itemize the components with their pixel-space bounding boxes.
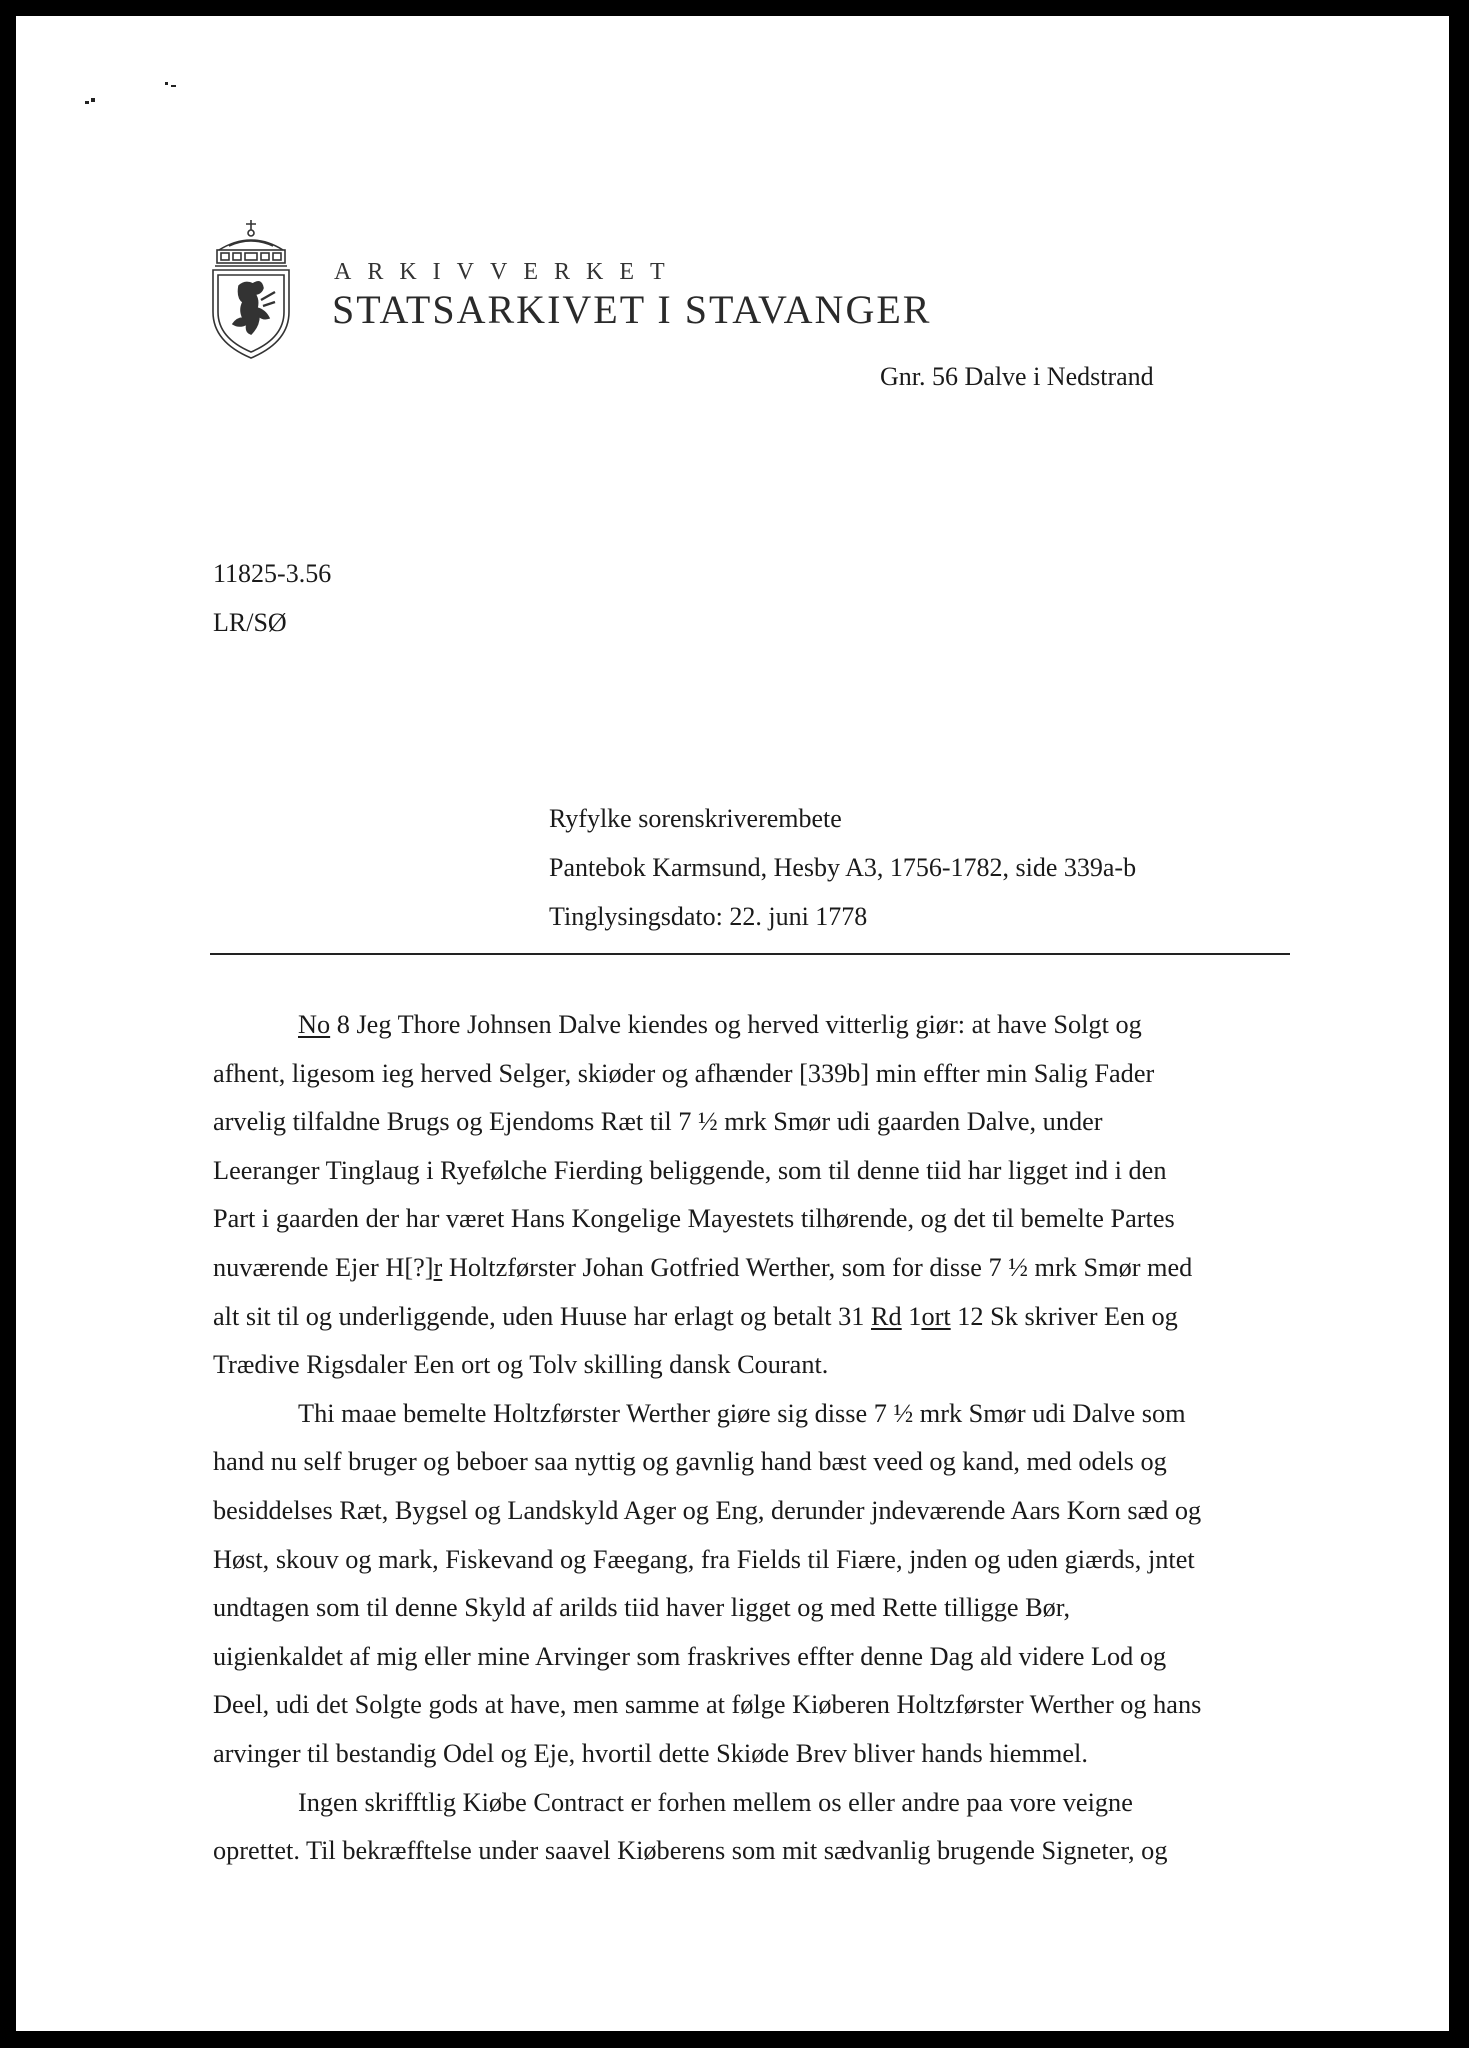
text-line: Leeranger Tinglaug i Ryefølche Fierding beliggende, som til denne tiid har ligget ind i den: [213, 1155, 1167, 1185]
text-line: hand nu self bruger og beboer saa nyttig og gavnlig hand bæst veed og kand, med odels og: [213, 1447, 1167, 1477]
text-line: arvinger til bestandig Odel og Eje, hvortil dette Skiøde Brev bliver hands hiemmel.: [213, 1738, 1088, 1768]
case-initials: LR/SØ: [213, 608, 287, 637]
text-line: afhent, ligesom ieg herved Selger, skiøder og afhænder [339b] min effter min Salig Fader: [213, 1058, 1155, 1088]
text-line: Høst, skouv og mark, Fiskevand og Fæegang, fra Fields til Fiære, jnden og uden giærds, jntet: [213, 1544, 1195, 1574]
source-date: Tinglysingsdato: 22. juni 1778: [549, 902, 868, 931]
text-line: [213, 1293, 1298, 1342]
text-line: Trædive Rigsdaler Een ort og Tolv skilling dansk Courant.: [213, 1350, 829, 1380]
paragraph-3: [213, 1779, 1298, 1828]
scan-specks: [71, 66, 191, 116]
text-line: undtagen som til denne Skyld af arilds tiid haver ligget og med Rette tilligge Bør,: [213, 1593, 1071, 1623]
text-segment: alt sit til og underliggende, uden Huuse har erlagt og betalt 31: [213, 1301, 871, 1331]
text-line: 8 Jeg Thore Johnsen Dalve kiendes og herved vitterlig giør: at have Solgt og: [330, 1010, 1142, 1039]
paragraph-1: [213, 1001, 1298, 1050]
text-segment: nuværende Ejer H[?]: [213, 1252, 434, 1282]
transcription-body: [213, 1001, 1298, 1876]
text-line: Deel, udi det Solgte gods at have, men samme at følge Kiøberen Holtzførster Werther og hans: [213, 1690, 1202, 1720]
text-line: uigienkaldet af mig eller mine Arvinger som fraskrives effter denne Dag ald videre Lod og: [213, 1641, 1167, 1671]
text-segment: Holtzførster Johan Gotfried Werther, som for disse 7 ½ mrk Smør med: [442, 1252, 1193, 1282]
text-line: Part i gaarden der har været Hans Kongelige Mayestets tilhørende, og det til bemelte Partes: [213, 1204, 1175, 1234]
underlined-abbrev: Rd: [871, 1301, 902, 1331]
header-divider: [210, 953, 1290, 955]
archive-name: STATSARKIVET I STAVANGER: [332, 287, 932, 332]
source-office: Ryfylke sorenskriverembete: [549, 804, 842, 833]
text-line: arvelig tilfaldne Brugs og Ejendoms Ræt til 7 ½ mrk Smør udi gaarden Dalve, under: [213, 1107, 1103, 1137]
text-line: oprettet. Til bekræfftelse under saavel Kiøberens som mit sædvanlig brugende Signeter, og: [213, 1836, 1168, 1866]
source-book: Pantebok Karmsund, Hesby A3, 1756-1782, side 339a-b: [549, 853, 1137, 882]
paragraph-2: [213, 1390, 1298, 1439]
text-line: Ingen skrifftlig Kiøbe Contract er forhen mellem os eller andre paa vore veigne: [298, 1787, 1133, 1817]
underlined-abbrev: r: [433, 1252, 443, 1282]
underlined-abbrev: ort: [921, 1301, 951, 1331]
text-line: besiddelses Ræt, Bygsel og Landskyld Ager og Eng, derunder jndeværende Aars Korn sæd og: [213, 1495, 1202, 1525]
archive-org-name: ARKIVVERKET: [334, 259, 681, 285]
case-number: 11825-3.56: [213, 559, 332, 588]
norwegian-coat-of-arms-icon: [199, 216, 304, 364]
text-line: [213, 1244, 1298, 1293]
property-reference: Gnr. 56 Dalve i Nedstrand: [880, 362, 1154, 391]
text-segment: 1: [901, 1301, 922, 1331]
text-line: Thi maae bemelte Holtzførster Werther giøre sig disse 7 ½ mrk Smør udi Dalve som: [298, 1398, 1186, 1428]
document-page: [16, 16, 1449, 2031]
text-segment: 12 Sk skriver Een og: [950, 1301, 1178, 1331]
number-abbrev: No: [298, 1010, 331, 1039]
